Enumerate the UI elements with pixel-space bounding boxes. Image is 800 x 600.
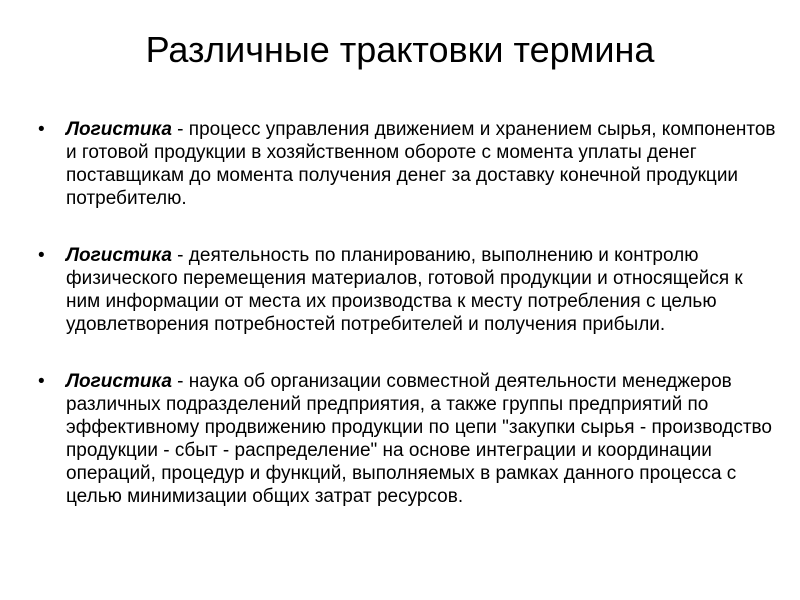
bullet-dot-icon: • (38, 119, 45, 140)
bullet-dot-icon: • (38, 245, 45, 266)
definition-text: - процесс управления движением и хранением сырья, компонентов и готовой продукции в хозяйственном обороте с момента уплаты денег поставщикам до момента получения денег за доставку конечной продукции потребителю. (66, 119, 776, 209)
bullet-item-1 (38, 118, 778, 210)
definition-text: - деятельность по планированию, выполнению и контролю физического перемещения материалов, готовой продукции и относящейся к ним информации от места их производства к месту потребления с целью удовлетворения потребностей потребителей и получения прибыли. (66, 245, 743, 335)
bullet-item-2 (38, 244, 778, 336)
bullet-item-3 (38, 370, 778, 508)
term-label: Логистика (66, 119, 172, 140)
term-label: Логистика (66, 245, 172, 266)
slide-title: Различные трактовки термина (145, 29, 655, 70)
term-label: Логистика (66, 371, 172, 392)
definition-text: - наука об организации совместной деятельности менеджеров различных подразделений предприятия, а также группы предприятий по эффективному продвижению продукции по цепи "закупки сырья - производство продукции - сбыт - распределение" на основе интеграции и координации операций, процедур и функций, выполняемых в рамках данного процесса с целью минимизации общих затрат ресурсов. (66, 371, 772, 507)
bullet-dot-icon: • (38, 371, 45, 392)
bullet-list (38, 118, 778, 508)
